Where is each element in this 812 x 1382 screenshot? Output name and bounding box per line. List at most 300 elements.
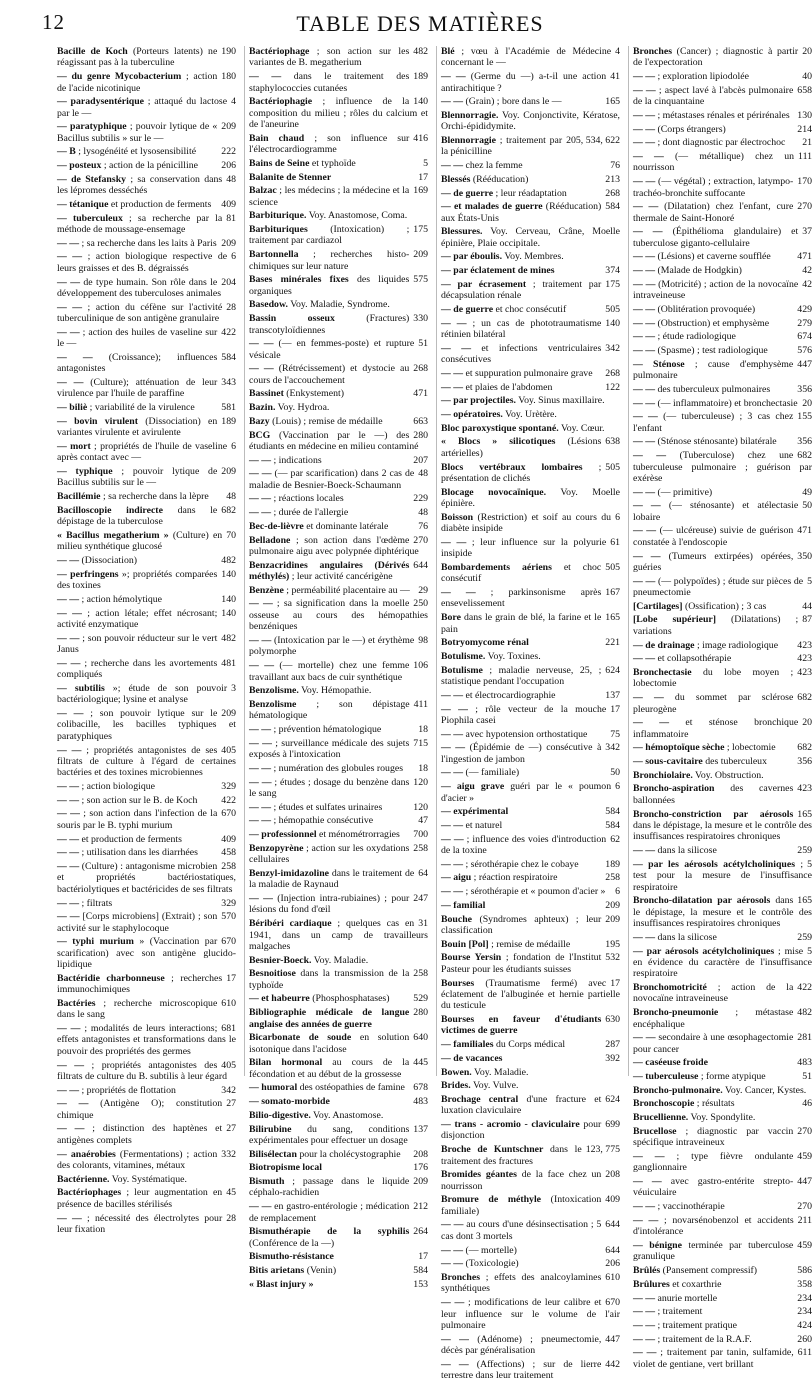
- entry-page: 76: [610, 160, 620, 172]
- index-entry: [633, 1293, 812, 1304]
- entry-page: 482: [797, 1007, 812, 1019]
- entry-heading: Barbiturique.: [249, 210, 307, 222]
- index-entry: [633, 770, 812, 781]
- index-entry: [249, 1201, 428, 1224]
- entry-heading: — —: [441, 536, 467, 548]
- entry-heading: Broncho-aspiration: [633, 783, 715, 795]
- entry-text: et infections ventriculaires consécutives: [441, 342, 602, 366]
- entry-heading: — —: [57, 237, 80, 249]
- entry-heading: — —: [57, 708, 84, 720]
- index-entry: [633, 932, 812, 943]
- index-entry: [633, 1240, 812, 1263]
- entry-heading: — —: [633, 717, 669, 729]
- index-entry: [57, 71, 236, 94]
- entry-heading: Bronchoscopie: [633, 1098, 695, 1110]
- entry-text: anurie mortelle: [655, 1292, 718, 1304]
- entry-page: 482: [221, 555, 236, 567]
- entry-page: 140: [221, 593, 236, 605]
- entry-page: 48: [418, 507, 428, 519]
- entry-heading: Bactérienne.: [57, 1173, 110, 1185]
- index-entry: [633, 1126, 812, 1149]
- entry-text: ; traitement par tanin, sulfamide, violet de gentiane, vert brillant: [633, 1347, 794, 1370]
- index-entry: [441, 651, 620, 662]
- entry-page: 358: [797, 1278, 812, 1290]
- index-entry: [57, 973, 236, 996]
- entry-text: ; son action dans l'œdème pulmonaire aigu avec polypnée diphtérique: [249, 534, 419, 557]
- entry-text: au cours de la fécondation et au début de la grossesse: [249, 1057, 410, 1080]
- entry-page: 62: [610, 833, 620, 845]
- entry-text: ; sa conservation dans les lépromes desséchés: [57, 173, 223, 197]
- entry-text: (— en femmes-poste) et rupture vésicale: [249, 338, 415, 361]
- entry-text: ; métastase encéphalique: [633, 1007, 794, 1030]
- entry-heading: — de Stefansky: [57, 173, 127, 185]
- entry-heading: — subtilis: [57, 682, 105, 694]
- entry-heading: — —: [57, 555, 80, 567]
- entry-text: ; son pouvoir lytique sur le colibacille, les bacilles typhiques et paratyphiques: [57, 708, 236, 742]
- entry-text: ; modalités de leurs interactions; effets antagonistes et transformations dans le pouvoir des propriétés des germes: [57, 1023, 236, 1057]
- entry-page: 505: [605, 461, 620, 473]
- index-columns: [57, 46, 812, 1382]
- entry-heading: — —: [633, 345, 656, 357]
- entry-heading: — familial: [441, 899, 486, 911]
- entry-heading: — —: [633, 1201, 656, 1213]
- index-entry: [441, 900, 620, 911]
- entry-page: 258: [605, 872, 620, 884]
- entry-text: (Enkystement): [283, 388, 344, 400]
- entry-page: 638: [605, 436, 620, 448]
- entry-heading: — humoral: [249, 1082, 298, 1094]
- entry-heading: Bactériophages: [57, 1187, 122, 1199]
- entry-text: ; sa signification dans la moelle osseuse au cours des hémopathies benzéniques: [249, 598, 428, 633]
- entry-text: (Venin): [304, 1265, 337, 1277]
- entry-text: et sténose bronchique inflammatoire: [633, 717, 799, 740]
- entry-text: ; leur activité cancérigène: [289, 571, 393, 583]
- entry-page: 137: [413, 1123, 428, 1135]
- index-entry: [249, 1279, 428, 1290]
- entry-page: 584: [413, 1265, 428, 1277]
- entry-heading: — professionnel: [249, 829, 317, 841]
- index-entry: [633, 1334, 812, 1345]
- entry-heading: — —: [57, 1212, 82, 1224]
- index-entry: [441, 1258, 620, 1269]
- index-entry: [57, 466, 236, 489]
- index-entry: [441, 729, 620, 740]
- index-entry: [633, 1320, 812, 1331]
- entry-heading: Bore: [441, 612, 461, 624]
- entry-text: ; pouvoir lytique de Bacillus subtilis sur le —: [57, 466, 218, 489]
- entry-heading: — —: [249, 737, 272, 749]
- entry-text: Voy. Obstruction.: [692, 769, 764, 781]
- entry-page: 3: [231, 682, 236, 694]
- entry-text: (Grain) ; bore dans le —: [463, 96, 562, 108]
- entry-text: Voy. Conjonctivite, Kératose, Orchi-épididymite.: [441, 109, 620, 133]
- entry-text: (Spasme) ; test radiologique: [655, 345, 768, 357]
- entry-heading: — —: [633, 251, 656, 263]
- entry-text: ; perméabilité placentaire au —: [283, 584, 410, 596]
- entry-text: Voy. Spondylite.: [688, 1112, 756, 1124]
- entry-text: ; action de la pénicilline: [101, 160, 198, 172]
- entry-page: 482: [413, 46, 428, 57]
- index-entry: [633, 859, 812, 893]
- entry-heading: — —: [633, 486, 656, 498]
- index-entry: [57, 213, 236, 236]
- entry-heading: Bacille de Koch: [57, 46, 128, 57]
- entry-page: 31: [418, 918, 428, 930]
- entry-heading: Besnoitiose: [249, 968, 296, 980]
- entry-text: ; rôle vecteur de la mouche Piophila casei: [441, 703, 607, 726]
- index-entry: [441, 806, 620, 817]
- entry-page: 213: [605, 173, 620, 185]
- index-entry: [633, 318, 812, 329]
- entry-page: 189: [605, 858, 620, 870]
- entry-text: Voy. Maladie.: [471, 1066, 529, 1078]
- index-entry: [249, 1162, 428, 1173]
- entry-heading: — —: [249, 507, 272, 519]
- entry-page: 17: [226, 972, 236, 984]
- entry-text: (— mortelle): [463, 1244, 517, 1256]
- entry-text: (— primitive): [655, 486, 713, 498]
- entry-heading: — —: [633, 436, 656, 448]
- entry-page: 423: [797, 639, 812, 651]
- entry-heading: Brûlures: [633, 1278, 670, 1290]
- entry-page: 6: [615, 886, 620, 898]
- entry-heading: — —: [57, 847, 80, 859]
- entry-heading: — —: [441, 342, 472, 354]
- entry-page: 42: [802, 278, 812, 290]
- index-entry: [57, 1213, 236, 1236]
- index-entry: [249, 507, 428, 518]
- entry-text: ; sa recherche dans la lèpre: [100, 491, 209, 503]
- entry-heading: — —: [441, 1244, 464, 1256]
- entry-page: 50: [802, 500, 812, 512]
- entry-heading: — —: [249, 660, 275, 672]
- entry-text: ; traitement pratique: [655, 1319, 737, 1331]
- entry-page: 48: [418, 468, 428, 480]
- entry-page: 356: [797, 756, 812, 768]
- entry-text: (Restriction) et soif au cours du diabète insipide: [441, 511, 612, 535]
- entry-heading: Bronchomotricité: [633, 982, 707, 994]
- entry-heading: — tuberculeuse: [633, 1071, 699, 1083]
- entry-page: 575: [413, 274, 428, 286]
- index-entry: [249, 598, 428, 632]
- entry-page: 586: [797, 1265, 812, 1277]
- entry-heading: — anaérobies: [57, 1148, 116, 1160]
- entry-heading: [Cartilages]: [633, 600, 683, 612]
- entry-page: 123, 775: [585, 1144, 620, 1156]
- entry-text: (Affections) ; sur de lierre terrestre dans leur traitement: [441, 1358, 602, 1382]
- entry-text: ; aspect lavé à l'abcès pulmonaire de la cinquantaine: [633, 84, 794, 108]
- entry-page: 5: [807, 575, 812, 587]
- index-entry: [441, 487, 620, 510]
- entry-text: du sommet par sclérose pleurogène: [633, 692, 794, 715]
- entry-heading: — —: [441, 886, 464, 898]
- index-entry: [249, 46, 428, 69]
- entry-page: 471: [797, 525, 812, 537]
- entry-page: 176: [413, 1162, 428, 1174]
- entry-page: 234: [797, 1306, 812, 1318]
- entry-text: ; traitement: [655, 1306, 703, 1318]
- entry-page: 76: [418, 520, 428, 532]
- entry-heading: Bowen.: [441, 1066, 472, 1078]
- entry-page: 87: [802, 614, 812, 626]
- index-entry: [633, 576, 812, 599]
- entry-heading: — —: [633, 303, 656, 315]
- entry-text: ; leur augmentation en présence de bacilles stérilisés: [57, 1187, 223, 1210]
- entry-heading: — et malades de guerre: [441, 201, 543, 213]
- entry-page: 41: [610, 71, 620, 83]
- entry-text: ; action de la novocaïne intraveineuse: [633, 982, 794, 1005]
- index-entry: [441, 742, 620, 765]
- entry-page: 47: [418, 815, 428, 827]
- index-entry: [57, 936, 236, 970]
- entry-heading: Benzolisme.: [249, 685, 299, 697]
- entry-page: 584: [221, 351, 236, 363]
- entry-heading: — —: [57, 632, 80, 644]
- index-entry: [249, 249, 428, 272]
- entry-page: 268: [605, 187, 620, 199]
- index-entry: [633, 85, 812, 108]
- entry-heading: Bibliographie médicale de langue anglaise des années de guerre: [249, 1007, 410, 1030]
- entry-heading: Broche de Kuntschner: [441, 1144, 544, 1156]
- entry-text: (Croissance); influences antagonistes: [57, 351, 218, 375]
- entry-page: 416: [413, 132, 428, 144]
- index-entry: [441, 1219, 620, 1242]
- entry-heading: — —: [633, 692, 664, 704]
- entry-text: ; traitement par décapsulation rénale: [441, 278, 602, 302]
- entry-heading: — —: [633, 123, 656, 135]
- entry-heading: — —: [441, 833, 464, 845]
- entry-page: 447: [797, 1176, 812, 1188]
- entry-text: ; résultats: [694, 1098, 735, 1110]
- entry-heading: « Blocs » silicotiques: [441, 436, 556, 448]
- entry-heading: — —: [633, 550, 661, 562]
- index-entry: [633, 46, 812, 69]
- index-entry: [633, 1071, 812, 1082]
- entry-heading: — —: [633, 653, 656, 665]
- entry-text: Voy. Hémopathie.: [298, 685, 372, 697]
- entry-page: 264: [413, 1226, 428, 1238]
- entry-text: ; remise de médaille: [488, 938, 571, 950]
- entry-text: dans le dépistage de la tuberculose: [57, 504, 218, 528]
- entry-page: 140: [413, 96, 428, 108]
- entry-heading: Bassinet: [249, 388, 284, 400]
- entry-page: 423: [797, 667, 812, 678]
- index-entry: [249, 299, 428, 310]
- entry-text: ; leur réadaptation: [493, 187, 567, 199]
- entry-text: » (Vaccination par scarification) avec son antigène glucido-lipidique: [57, 936, 236, 971]
- index-entry: [249, 455, 428, 466]
- entry-heading: Botulisme.: [441, 651, 486, 662]
- entry-text: des cavernes ballonnées: [633, 783, 794, 806]
- entry-text: et choc consécutif: [441, 561, 602, 585]
- entry-text: ; son influence sur l'électrocardiogramme: [249, 132, 410, 156]
- entry-heading: — —: [249, 598, 273, 610]
- entry-text: ; propriétés antagonistes des filtrats de culture du B. subtilis à leur égard: [57, 1059, 228, 1082]
- entry-page: 259: [797, 845, 812, 857]
- index-entry: [249, 416, 428, 427]
- entry-page: 670: [221, 936, 236, 948]
- index-entry: [249, 843, 428, 866]
- entry-text: et naturel: [463, 819, 503, 831]
- entry-page: 229: [413, 493, 428, 505]
- entry-page: 17: [610, 703, 620, 715]
- entry-text: (Adénome) ; pneumectomie, décès par généralisation: [441, 1333, 602, 1357]
- index-entry: [633, 124, 812, 135]
- index-entry: [441, 1080, 620, 1091]
- entry-page: 137: [605, 689, 620, 701]
- entry-text: des tuberculeux pulmonaires: [655, 383, 771, 395]
- entry-text: »; propriétés comparées des toxines: [57, 568, 218, 592]
- index-entry: [633, 717, 812, 740]
- entry-heading: — —: [441, 819, 464, 831]
- index-entry: [249, 313, 428, 336]
- entry-heading: — typhique: [57, 466, 113, 478]
- index-entry: [57, 781, 236, 792]
- entry-text: (Dissociation) en variantes virulente et avirulente: [57, 415, 218, 439]
- entry-page: 75: [610, 728, 620, 740]
- entry-heading: — mort: [57, 440, 91, 452]
- entry-page: 70: [226, 529, 236, 541]
- entry-heading: Blessés: [441, 173, 471, 185]
- entry-text: ; diagnostic par vaccin spécifique intraveineux: [633, 1125, 794, 1149]
- entry-heading: — trans - acromio - claviculaire: [441, 1119, 580, 1131]
- index-entry: [441, 462, 620, 485]
- index-entry: [633, 137, 812, 148]
- entry-text: ; surveillance médicale des sujets exposés à l'intoxication: [249, 737, 410, 761]
- index-entry: [441, 952, 620, 975]
- entry-heading: Bassin osseux: [249, 313, 335, 325]
- entry-page: 663: [413, 415, 428, 427]
- entry-page: 447: [797, 358, 812, 370]
- entry-text: ; exploration lipiodolée: [655, 71, 749, 83]
- index-entry: [441, 690, 620, 701]
- entry-text: ; influence des voies d'introduction de la toxine: [441, 833, 607, 857]
- entry-heading: [Lobe supérieur]: [633, 614, 717, 626]
- index-entry: [441, 1039, 620, 1050]
- entry-heading: — —: [633, 226, 663, 238]
- entry-text: Voy. Cerveau, Crâne, Moelle épinière, Plaie occipitale.: [441, 226, 620, 249]
- index-entry: [249, 1032, 428, 1055]
- entry-text: et suppuration pulmonaire grave: [463, 367, 593, 379]
- entry-text: d'une fracture et luxation claviculaire: [441, 1093, 602, 1117]
- index-entry: [633, 1265, 812, 1276]
- entry-text: ; propriétés antagonistes de ses filtrats de culture à l'égard de certaines bactéries et des toxines microbiennes: [57, 744, 236, 779]
- entry-page: 505: [605, 303, 620, 315]
- entry-page: 40: [802, 71, 812, 83]
- entry-heading: — par éboulis.: [441, 251, 503, 263]
- index-entry: [57, 1187, 236, 1210]
- entry-text: Voy. Cancer, Kystes.: [722, 1084, 807, 1096]
- entry-page: 27: [226, 1123, 236, 1135]
- entry-page: 584: [605, 201, 620, 213]
- entry-page: 206: [221, 160, 236, 172]
- entry-text: (Tumeurs extirpées) opérées, guéries: [633, 550, 794, 573]
- entry-page: 576: [797, 345, 812, 357]
- entry-page: 209: [221, 466, 236, 478]
- entry-page: 584: [605, 806, 620, 818]
- index-entry: [441, 1245, 620, 1256]
- entry-heading: Bouin [Pol]: [441, 938, 489, 950]
- entry-page: 21: [802, 137, 812, 149]
- entry-heading: Barbituriques: [249, 224, 308, 236]
- entry-text: ; propriétés de l'huile de vaseline après contact avec —: [57, 440, 228, 464]
- entry-heading: — —: [57, 794, 80, 806]
- entry-heading: — perfringens: [57, 568, 119, 580]
- entry-text: ; influence de la composition du milieu ; rôles du calcium et de l'aneurine: [249, 96, 428, 131]
- entry-heading: Bicarbonate de soude: [249, 1032, 352, 1044]
- entry-text: ; durée de l'allergie: [271, 507, 349, 519]
- entry-text: ; type fièvre ondulante ganglionnaire: [633, 1150, 794, 1174]
- entry-heading: Belladone: [249, 534, 291, 546]
- index-entry: [441, 160, 620, 171]
- index-entry: [249, 402, 428, 413]
- index-entry: [57, 441, 236, 464]
- entry-heading: — —: [633, 1176, 662, 1188]
- entry-heading: — de vacances: [441, 1052, 503, 1064]
- entry-text: ; vœu à l'Académie de Médecine concernant le —: [441, 46, 612, 69]
- entry-text: ; son action sur les variantes de B. megatherium: [249, 46, 410, 69]
- entry-heading: — —: [249, 801, 272, 813]
- entry-heading: — —: [57, 657, 81, 669]
- index-entry: [633, 1347, 812, 1370]
- index-entry: [249, 1110, 428, 1121]
- entry-page: 258: [221, 860, 236, 872]
- entry-page: 222: [221, 146, 236, 158]
- index-entry: [441, 767, 620, 778]
- entry-page: 268: [605, 367, 620, 379]
- entry-page: 481: [221, 657, 236, 669]
- index-entry: [441, 781, 620, 804]
- entry-heading: « Bacillus megatherium »: [57, 529, 169, 541]
- entry-heading: — tétanique: [57, 198, 109, 210]
- entry-page: 483: [413, 1096, 428, 1108]
- entry-page: 64: [418, 867, 428, 879]
- entry-heading: Basedow.: [249, 299, 288, 311]
- entry-heading: — —: [249, 1201, 272, 1213]
- index-entry: [633, 71, 812, 82]
- index-entry: [249, 777, 428, 800]
- entry-heading: — typhi murium: [57, 936, 134, 948]
- index-entry: [249, 1251, 428, 1262]
- entry-heading: Bitis arietans: [249, 1265, 305, 1277]
- index-entry: [249, 1226, 428, 1249]
- entry-heading: — —: [57, 808, 80, 820]
- entry-heading: Bases minérales fixes: [249, 274, 349, 286]
- entry-heading: Béribéri cardiaque: [249, 918, 332, 930]
- entry-heading: Brides.: [441, 1080, 471, 1092]
- entry-page: 29: [418, 584, 428, 596]
- index-entry: [441, 343, 620, 366]
- entry-heading: Broncho-pneumonie: [633, 1007, 719, 1019]
- entry-heading: Bactériophage: [249, 46, 310, 57]
- entry-heading: Blé: [441, 46, 455, 57]
- entry-heading: — —: [441, 742, 466, 754]
- entry-heading: — —: [249, 363, 274, 375]
- entry-page: 258: [413, 842, 428, 854]
- entry-text: Voy. Cœur.: [558, 422, 605, 434]
- entry-text: (Rétrécissement) et dystocie au cours de l'accouchement: [249, 363, 410, 386]
- entry-text: dans le dépistage, la mesure et le contrôle des insuffisances respiratoires chroniques: [633, 819, 812, 843]
- index-entry: [633, 500, 812, 523]
- index-entry: [57, 96, 236, 119]
- index-entry: [249, 738, 428, 761]
- entry-text: et typhoïde: [309, 157, 356, 169]
- entry-text: de la face chez un nourrisson: [441, 1169, 602, 1192]
- entry-heading: — bénigne: [633, 1240, 682, 1251]
- entry-page: 6: [231, 251, 236, 263]
- entry-page: 18: [418, 762, 428, 774]
- entry-heading: — —: [633, 1292, 656, 1304]
